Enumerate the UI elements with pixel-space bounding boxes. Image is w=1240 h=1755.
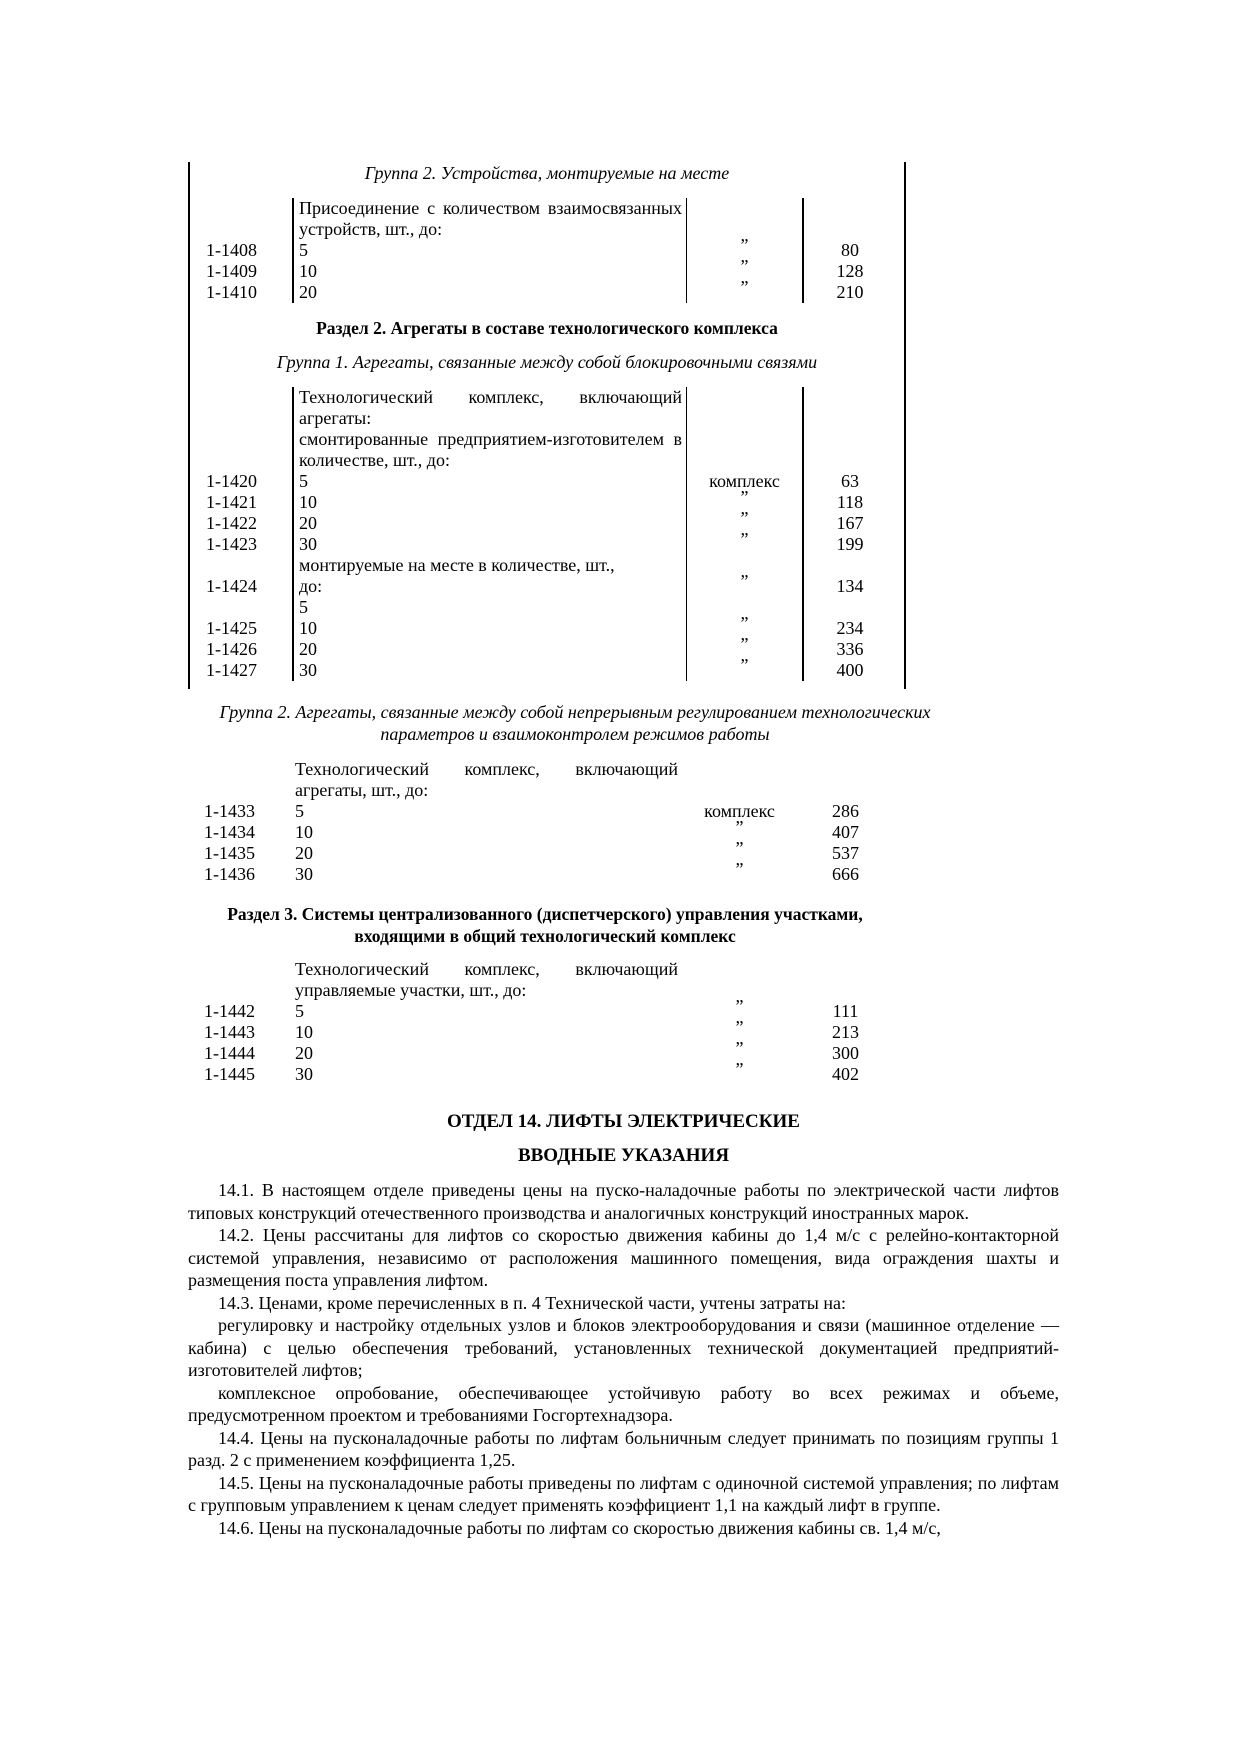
unit-text: ” (740, 655, 749, 675)
work-description: смонтированные предприятием-изготовителем в количестве, шт., до: (293, 429, 687, 471)
unit-text: ” (735, 1059, 744, 1079)
work-description: 20 (293, 282, 687, 303)
work-description: 10 (295, 822, 313, 842)
price-section (188, 701, 931, 1085)
unit-of-measure (687, 529, 804, 555)
unit-of-measure (682, 859, 797, 885)
table-row (190, 576, 904, 597)
unit-text: ” (740, 487, 749, 507)
work-description: Технологический комплекс, включающий управляемые участки, шт., до: (295, 959, 678, 1000)
intro-title: ВВОДНЫЕ УКАЗАНИЯ (517, 1145, 730, 1166)
price-value: 213 (832, 1022, 859, 1042)
unit-text: ” (740, 571, 749, 591)
paragraph: регулировку и настройку отдельных узлов и блоков электрооборудования и связи (машинное отделение — кабина) с целью обеспечения требований, установленных технической документацией предприятий-изготовителей лифтов; (188, 1315, 1059, 1380)
work-description: 5 (293, 240, 687, 261)
unit-text: ” (740, 508, 749, 528)
paragraph: комплексное опробование, обеспечивающее устойчивую работу во всех режимах и объеме, предусмотренном проектом и требованиями Госгортехнадзора. (188, 1382, 1059, 1425)
work-description: 5 (295, 1001, 304, 1021)
price-value: 400 (803, 660, 904, 681)
table-row (188, 759, 902, 801)
price-value: 537 (832, 843, 859, 863)
price-table (188, 759, 902, 885)
work-description: 10 (295, 1022, 313, 1042)
price-value: 63 (803, 471, 904, 492)
price-value: 402 (832, 1064, 859, 1084)
price-value: 128 (803, 261, 904, 282)
unit-of-measure (682, 959, 797, 1001)
work-description: 5 (295, 801, 304, 821)
position-code (190, 555, 293, 576)
position-code: 1-1424 (206, 576, 257, 596)
unit-of-measure (687, 571, 804, 597)
table-row (188, 801, 902, 822)
price-value (797, 759, 902, 801)
position-code: 1-1423 (206, 534, 257, 554)
unit-text: ” (735, 817, 744, 837)
price-value: 199 (803, 534, 904, 555)
price-value (797, 959, 902, 1001)
price-value (803, 597, 904, 618)
work-description: 20 (295, 1043, 313, 1063)
table-row (190, 492, 904, 513)
unit-text: ” (735, 1017, 744, 1037)
table-row (190, 471, 904, 492)
paragraph: 14.4. Цены на пусконаладочные работы по лифтам больничным следует принимать по позициям группы 1 разд. 2 с применением коэффициента 1,25. (188, 1427, 1059, 1470)
position-code: 1-1422 (206, 513, 257, 533)
intro-text (188, 1179, 1059, 1539)
table-row (190, 597, 904, 618)
price-table (190, 387, 904, 681)
group-heading: Группа 1. Агрегаты, связанные между собой блокировочными связями (276, 352, 818, 372)
table-row (188, 1001, 902, 1022)
table-row (190, 534, 904, 555)
unit-of-measure (687, 198, 804, 240)
work-description: монтируемые на месте в количестве, шт., (293, 555, 687, 576)
position-code (190, 387, 293, 429)
work-description: 30 (295, 1064, 313, 1084)
work-description: Технологический комплекс, включающий агрегаты, шт., до: (295, 759, 678, 800)
paragraph: 14.2. Цены рассчитаны для лифтов со скоростью движения кабины до 1,4 м/с с релейно-контакторной системой управления, независимо от расположения машинного помещения, вида ограждения шахты и размещения поста управления лифтом. (188, 1225, 1059, 1290)
unit-text: ” (740, 277, 749, 297)
price-value: 118 (803, 492, 904, 513)
table-row (188, 1022, 902, 1043)
position-code: 1-1409 (206, 261, 257, 281)
unit-text: ” (735, 996, 744, 1016)
price-value (803, 429, 904, 471)
table-row (190, 261, 904, 282)
unit-text: ” (740, 634, 749, 654)
unit-of-measure (687, 387, 804, 429)
table-row (190, 429, 904, 471)
position-code: 1-1433 (204, 801, 255, 821)
group-heading: Группа 2. Агрегаты, связанные между собой непрерывным регулированием технологических параметров и взаимоконтролем режимов работы (219, 702, 931, 744)
work-description: 30 (295, 864, 313, 884)
price-value (803, 555, 904, 576)
work-description: 20 (293, 513, 687, 534)
work-description: 30 (293, 660, 687, 681)
price-value: 80 (803, 240, 904, 261)
position-code: 1-1444 (204, 1043, 255, 1063)
unit-text: комплекс (709, 471, 780, 491)
table-row (190, 618, 904, 639)
table-row (188, 864, 902, 885)
work-description: 10 (293, 618, 687, 639)
work-description: 5 (293, 471, 687, 492)
unit-of-measure (687, 429, 804, 471)
position-code (188, 959, 290, 1001)
bordered-price-section (188, 162, 906, 689)
unit-of-measure (682, 1059, 797, 1085)
position-code: 1-1410 (206, 282, 257, 302)
group-heading: Группа 2. Устройства, монтируемые на месте (364, 163, 730, 183)
price-value: 336 (803, 639, 904, 660)
table-row (190, 639, 904, 660)
work-description: Присоединение с количеством взаимосвязанных устройств, шт., до: (293, 198, 687, 240)
work-description: 10 (293, 492, 687, 513)
work-description: 5 (293, 597, 687, 618)
work-description: 30 (293, 534, 687, 555)
position-code (190, 198, 293, 240)
price-value: 300 (832, 1043, 859, 1063)
unit-text: ” (735, 838, 744, 858)
table-row (188, 822, 902, 843)
unit-of-measure (687, 655, 804, 681)
position-code: 1-1426 (206, 639, 257, 659)
unit-of-measure (687, 277, 804, 303)
work-description: 10 (293, 261, 687, 282)
work-description: до: (293, 576, 687, 597)
unit-text: ” (735, 859, 744, 879)
table-row (190, 660, 904, 681)
position-code: 1-1420 (206, 471, 257, 491)
price-value: 167 (803, 513, 904, 534)
position-code: 1-1425 (206, 618, 257, 638)
document-page (188, 150, 1059, 1539)
table-row (190, 198, 904, 240)
position-code: 1-1442 (204, 1001, 255, 1021)
price-value: 111 (832, 1001, 859, 1021)
position-code: 1-1435 (204, 843, 255, 863)
table-row (190, 240, 904, 261)
paragraph: 14.1. В настоящем отделе приведены цены на пуско-наладочные работы по электрической части лифтов типовых конструкций отечественного производства и аналогичных конструкций иностранных марок. (188, 1180, 1059, 1223)
unit-text: ” (740, 529, 749, 549)
price-value: 210 (803, 282, 904, 303)
paragraph: 14.6. Цены на пусконаладочные работы по лифтам со скоростью движения кабины св. 1,4 м/с, (218, 1517, 941, 1538)
table-row (188, 1043, 902, 1064)
unit-text: ” (740, 235, 749, 255)
table-row (188, 959, 902, 1001)
price-value (803, 387, 904, 429)
table-row (190, 282, 904, 303)
position-code (190, 597, 293, 618)
price-value: 407 (832, 822, 859, 842)
section-heading: Раздел 2. Агрегаты в составе технологического комплекса (316, 318, 778, 338)
price-table (190, 198, 904, 303)
position-code: 1-1443 (204, 1022, 255, 1042)
table-row (190, 387, 904, 429)
position-code: 1-1434 (204, 822, 255, 842)
price-value: 666 (832, 864, 859, 884)
work-description: 20 (293, 639, 687, 660)
unit-text: комплекс (704, 801, 775, 821)
table-row (190, 513, 904, 534)
work-description: Технологический комплекс, включающий агрегаты: (293, 387, 687, 429)
position-code: 1-1436 (204, 864, 255, 884)
price-value (803, 198, 904, 240)
price-value: 234 (803, 618, 904, 639)
position-code (188, 759, 290, 801)
position-code: 1-1421 (206, 492, 257, 512)
paragraph: 14.3. Ценами, кроме перечисленных в п. 4 Технической части, учтены затраты на: (218, 1292, 846, 1313)
section-title: ОТДЕЛ 14. ЛИФТЫ ЭЛЕКТРИЧЕСКИЕ (447, 1111, 800, 1132)
unit-text: ” (735, 1038, 744, 1058)
position-code: 1-1445 (204, 1064, 255, 1084)
position-code: 1-1408 (206, 240, 257, 260)
paragraph: 14.5. Цены на пусконаладочные работы приведены по лифтам с одиночной системой управления; по лифтам с групповым управлением к ценам следует применять коэффициент 1,1 на каждый лифт в группе. (188, 1472, 1059, 1515)
unit-text: ” (740, 613, 749, 633)
work-description: 20 (295, 843, 313, 863)
position-code (190, 429, 293, 471)
table-row (190, 555, 904, 576)
price-value: 134 (803, 576, 904, 597)
table-row (188, 843, 902, 864)
position-code: 1-1427 (206, 660, 257, 680)
price-value: 286 (832, 801, 859, 821)
price-table (188, 959, 902, 1085)
unit-text: ” (740, 256, 749, 276)
unit-of-measure (682, 759, 797, 801)
section-heading: Раздел 3. Системы централизованного (диспетчерского) управления участками, входящими в общий технологический комплекс (227, 904, 863, 946)
table-row (188, 1064, 902, 1085)
